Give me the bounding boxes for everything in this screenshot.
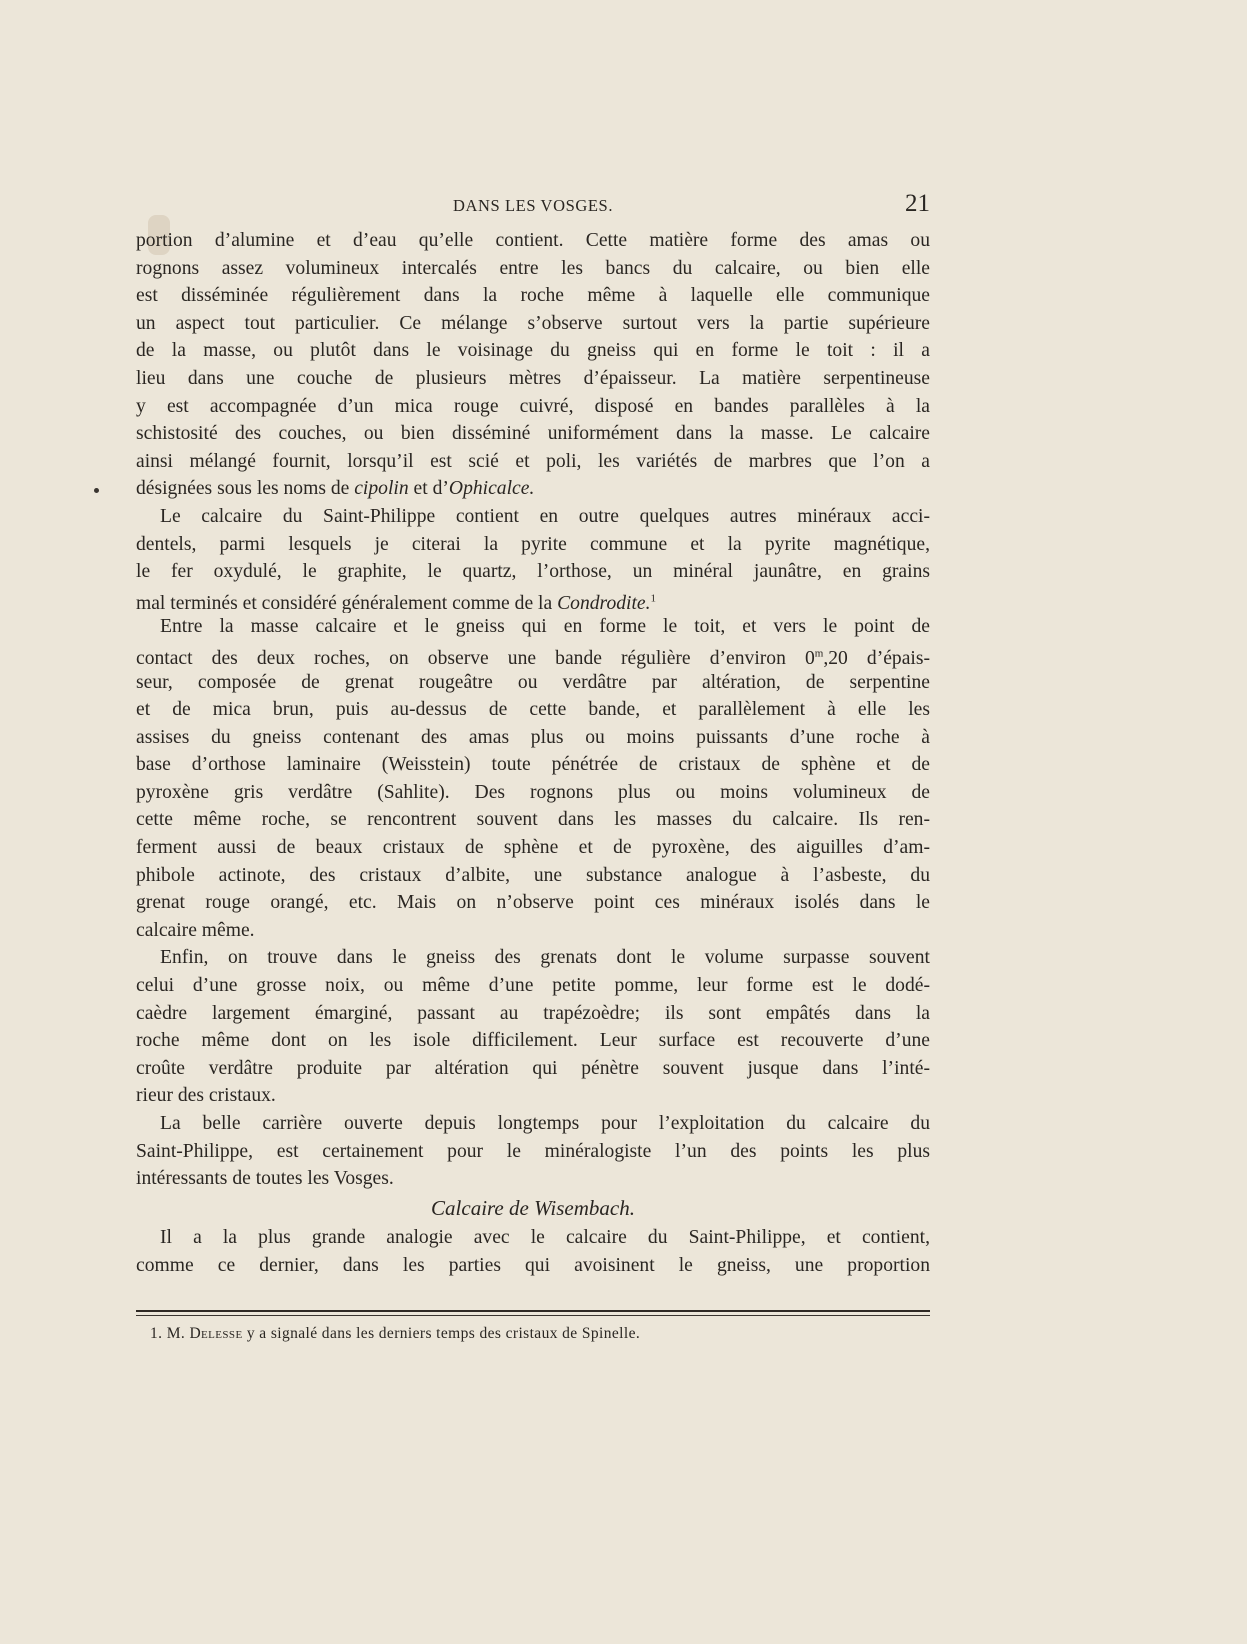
italic-term: Condrodite. (557, 593, 651, 614)
text-line-footnote-ref: mal terminés et considéré généralement comme de la Condrodite.$^1$ (136, 592, 657, 614)
text-line: calcaire même. (136, 919, 255, 941)
text-line: est disséminée régulièrement dans la roche même à laquelle elle communique (136, 285, 930, 307)
text-line: lieu dans une couche de plusieurs mètres d’épaisseur. La matière serpentineuse (136, 367, 930, 389)
text-line: roche même dont on les isole difficilement. Leur surface est recouverte d’une (136, 1030, 930, 1052)
text-line: ferment aussi de beaux cristaux de sphène et de pyroxène, des aiguilles d’am- (136, 837, 930, 859)
margin-mark (94, 488, 99, 493)
text-line: intéressants de toutes les Vosges. (136, 1168, 394, 1190)
page-number: 21 (905, 190, 930, 217)
text-line: grenat rouge orangé, etc. Mais on n’observe point ces minéraux isolés dans le (136, 892, 930, 914)
text-line: phibole actinote, des cristaux d’albite, une substance analogue à l’asbeste, du (136, 864, 930, 886)
footnote (150, 1325, 640, 1343)
italic-term: Ophicalce. (448, 478, 535, 500)
text-line: base d’orthose laminaire (Weisstein) toute pénétrée de cristaux de sphène et de (136, 754, 930, 776)
text-line: y est accompagnée d’un mica rouge cuivré, disposé en bandes parallèles à la (136, 395, 930, 417)
text-line: Entre la masse calcaire et le gneiss qui en forme le toit, et vers le point de (160, 616, 930, 638)
text-line: assises du gneiss contenant des amas plus ou moins puissants d’une roche à (136, 726, 930, 748)
text-line: cette même roche, se rencontrent souvent dans les masses du calcaire. Ils ren- (136, 809, 930, 831)
section-heading: Calcaire de Wisembach. (431, 1195, 635, 1220)
text-line: Saint-Philippe, est certainement pour le minéralogiste l’un des points les plus (136, 1140, 930, 1162)
footnote-text: y a signalé dans les derniers temps des cristaux de Spinelle. (246, 1325, 641, 1342)
body-text (136, 227, 930, 1280)
text-line: croûte verdâtre produite par altération qui pénètre souvent jusque dans l’inté- (136, 1057, 930, 1079)
text-line: un aspect tout particulier. Ce mélange s’observe surtout vers la partie supérieure (136, 312, 930, 334)
text-line: Le calcaire du Saint-Philippe contient en outre quelques autres minéraux acci- (160, 505, 930, 527)
unit-superscript: m (814, 647, 824, 660)
footnote-ref: 1 (650, 592, 657, 605)
running-title: DANS LES VOSGES. (452, 196, 614, 215)
text-line: celui d’une grosse noix, ou même d’une petite pomme, leur forme est le dodé- (136, 975, 930, 997)
text-line: contact des deux roches, on observe une bande régulière d’environ 0$^m$,20 d’épais- (136, 647, 930, 669)
footnote-rule-thin (136, 1315, 930, 1316)
text-line: Il a la plus grande analogie avec le calcaire du Saint-Philippe, et contient, (160, 1227, 930, 1249)
text-line: et de mica brun, puis au-dessus de cette bande, et parallèlement à elle les (136, 699, 930, 721)
text-line: La belle carrière ouverte depuis longtemps pour l’exploitation du calcaire du (160, 1113, 930, 1134)
italic-term: cipolin (354, 478, 409, 500)
text-line: portion d’alumine et d’eau qu’elle contient. Cette matière forme des amas ou (136, 230, 930, 251)
text-line: seur, composée de grenat rougeâtre ou verdâtre par altération, de serpentine (136, 671, 930, 693)
text-line: Enfin, on trouve dans le gneiss des grenats dont le volume surpasse souvent (160, 947, 930, 969)
footnote-prefix: 1. M. (150, 1325, 186, 1342)
text-line: ainsi mélangé fournit, lorsqu’il est scié et poli, les variétés de marbres que l’on a (136, 450, 930, 472)
text-line: le fer oxydulé, le graphite, le quartz, l’orthose, un minéral jaunâtre, en grains (136, 561, 930, 583)
footnote-author: Delesse (189, 1325, 243, 1342)
text-line: dentels, parmi lesquels je citerai la pyrite commune et la pyrite magnétique, (136, 533, 930, 555)
text-line: caèdre largement émarginé, passant au trapézoèdre; ils sont empâtés dans la (136, 1002, 930, 1024)
text-line: rognons assez volumineux intercalés entre les bancs du calcaire, ou bien elle (136, 257, 930, 279)
footnote-rule (136, 1310, 930, 1312)
text-line-italic-terms: désignées sous les noms de cipolin et d’Ophicalce. (136, 478, 535, 500)
running-header (136, 192, 930, 218)
text-line: comme ce dernier, dans les parties qui avoisinent le gneiss, une proportion (136, 1254, 930, 1276)
text-line: pyroxène gris verdâtre (Sahlite). Des rognons plus ou moins volumineux de (136, 781, 930, 803)
text-line: de la masse, ou plutôt dans le voisinage du gneiss qui en forme le toit : il a (136, 340, 930, 362)
text-line: rieur des cristaux. (136, 1085, 276, 1107)
text-line: schistosité des couches, ou bien disséminé uniformément dans la masse. Le calcaire (136, 423, 930, 445)
